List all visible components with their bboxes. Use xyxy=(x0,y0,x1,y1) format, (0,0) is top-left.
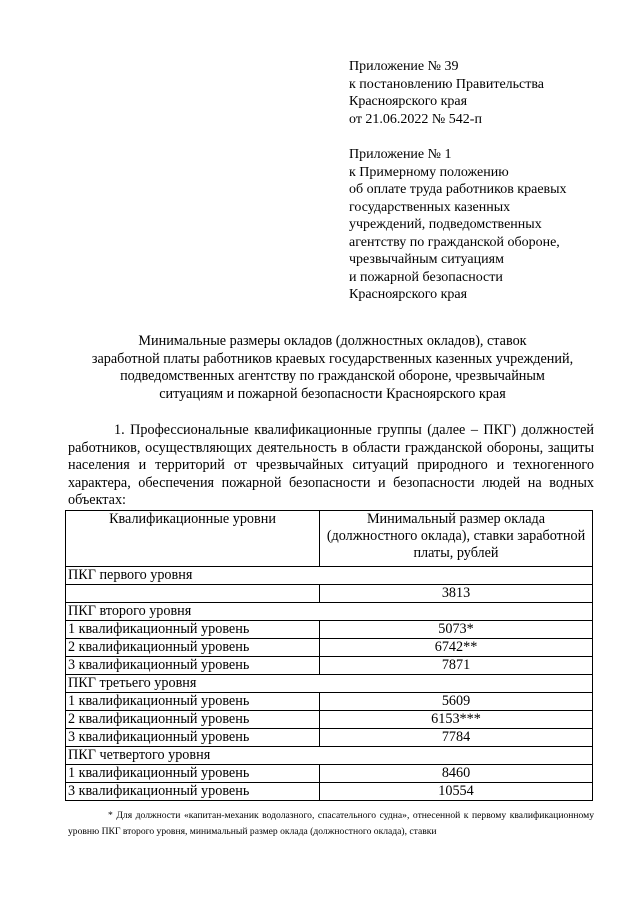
appendix-1-line: и пожарной безопасности xyxy=(349,269,503,285)
header-qualification-levels: Квалификационные уровни xyxy=(66,511,320,567)
document-title xyxy=(60,333,605,403)
table-row xyxy=(66,783,593,801)
table-group-row xyxy=(66,675,593,693)
intro-text: 1. Профессиональные квалификационные группы (далее – ПКГ) должностей работников, осуществляющих деятельность в области гражданской обороны, защиты населения и территорий от чрезвычайных ситуаций природного и техногенного характера, обеспечения пожарной безопасности и безопасности людей на водных объектах: xyxy=(68,422,594,508)
salary-value-cell: 3813 xyxy=(320,585,593,603)
appendix-39-line: к постановлению Правительства xyxy=(349,76,545,92)
qualification-level-cell: 2 квалификационный уровень xyxy=(66,639,320,657)
salary-value-cell: 7871 xyxy=(320,657,593,675)
appendix-39-line: Красноярского края xyxy=(349,94,468,109)
table-row xyxy=(66,585,593,603)
qualification-level-cell: 1 квалификационный уровень xyxy=(66,693,320,711)
title-line: ситуациям и пожарной безопасности Красноярского края xyxy=(159,385,506,402)
table-group-row xyxy=(66,747,593,765)
qualification-level-cell: 3 квалификационный уровень xyxy=(66,657,320,675)
qualification-level-cell xyxy=(66,585,320,603)
salary-value-cell: 7784 xyxy=(320,729,593,747)
table-row xyxy=(66,639,593,657)
appendix-1-line: чрезвычайным ситуациям xyxy=(349,252,504,267)
table-row xyxy=(66,693,593,711)
qualification-level-cell: 1 квалификационный уровень xyxy=(66,765,320,783)
table-row xyxy=(66,711,593,729)
table-row xyxy=(66,765,593,783)
table-row xyxy=(66,657,593,675)
appendix-1-line: к Примерному положению xyxy=(349,164,509,180)
title-line: подведомственных агентству по гражданской обороне, чрезвычайным xyxy=(120,368,545,384)
table-row xyxy=(66,621,593,639)
salary-table xyxy=(65,510,593,801)
group-label: ПКГ четвертого уровня xyxy=(66,747,593,765)
table-group-row xyxy=(66,603,593,621)
title-line: заработной платы работников краевых государственных казенных учреждений, xyxy=(91,350,574,367)
footnote xyxy=(68,808,594,840)
salary-value-cell: 10554 xyxy=(320,783,593,801)
salary-value-cell: 5609 xyxy=(320,693,593,711)
footnote-text: * Для должности «капитан-механик водолазного, спасательного судна», отнесенной к первому квалификационному уровню ПКГ второго уровня, минимальный размер оклада (должностного оклада), ставки xyxy=(68,810,594,837)
appendix-1-block xyxy=(349,146,619,304)
salary-value-cell: 8460 xyxy=(320,765,593,783)
appendix-39-line: от 21.06.2022 № 542-п xyxy=(349,111,482,127)
header-minimum-salary: Минимальный размер оклада (должностного оклада), ставки заработной платы, рублей xyxy=(320,511,593,567)
title-line: Минимальные размеры окладов (должностных окладов), ставок xyxy=(138,333,527,349)
qualification-level-cell: 1 квалификационный уровень xyxy=(66,621,320,639)
qualification-level-cell: 3 квалификационный уровень xyxy=(66,783,320,801)
appendix-1-line: агентству по гражданской обороне, xyxy=(349,234,560,250)
appendix-1-line: Приложение № 1 xyxy=(349,147,452,162)
salary-value-cell: 5073* xyxy=(320,621,593,639)
salary-value-cell: 6153*** xyxy=(320,711,593,729)
intro-paragraph xyxy=(68,422,594,510)
group-label: ПКГ второго уровня xyxy=(66,603,593,621)
appendix-39-line: Приложение № 39 xyxy=(349,59,459,74)
table-header-row xyxy=(66,511,593,567)
group-label: ПКГ первого уровня xyxy=(66,567,593,585)
appendix-1-line: об оплате труда работников краевых xyxy=(349,182,567,197)
appendix-39-block xyxy=(349,58,619,128)
salary-table-body xyxy=(66,511,593,801)
salary-value-cell: 6742** xyxy=(320,639,593,657)
table-group-row xyxy=(66,567,593,585)
appendix-1-line: учреждений, подведомственных xyxy=(349,217,542,232)
qualification-level-cell: 3 квалификационный уровень xyxy=(66,729,320,747)
qualification-level-cell: 2 квалификационный уровень xyxy=(66,711,320,729)
appendix-1-line: государственных казенных xyxy=(349,199,511,215)
group-label: ПКГ третьего уровня xyxy=(66,675,593,693)
table-row xyxy=(66,729,593,747)
appendix-1-line: Красноярского края xyxy=(349,287,468,302)
